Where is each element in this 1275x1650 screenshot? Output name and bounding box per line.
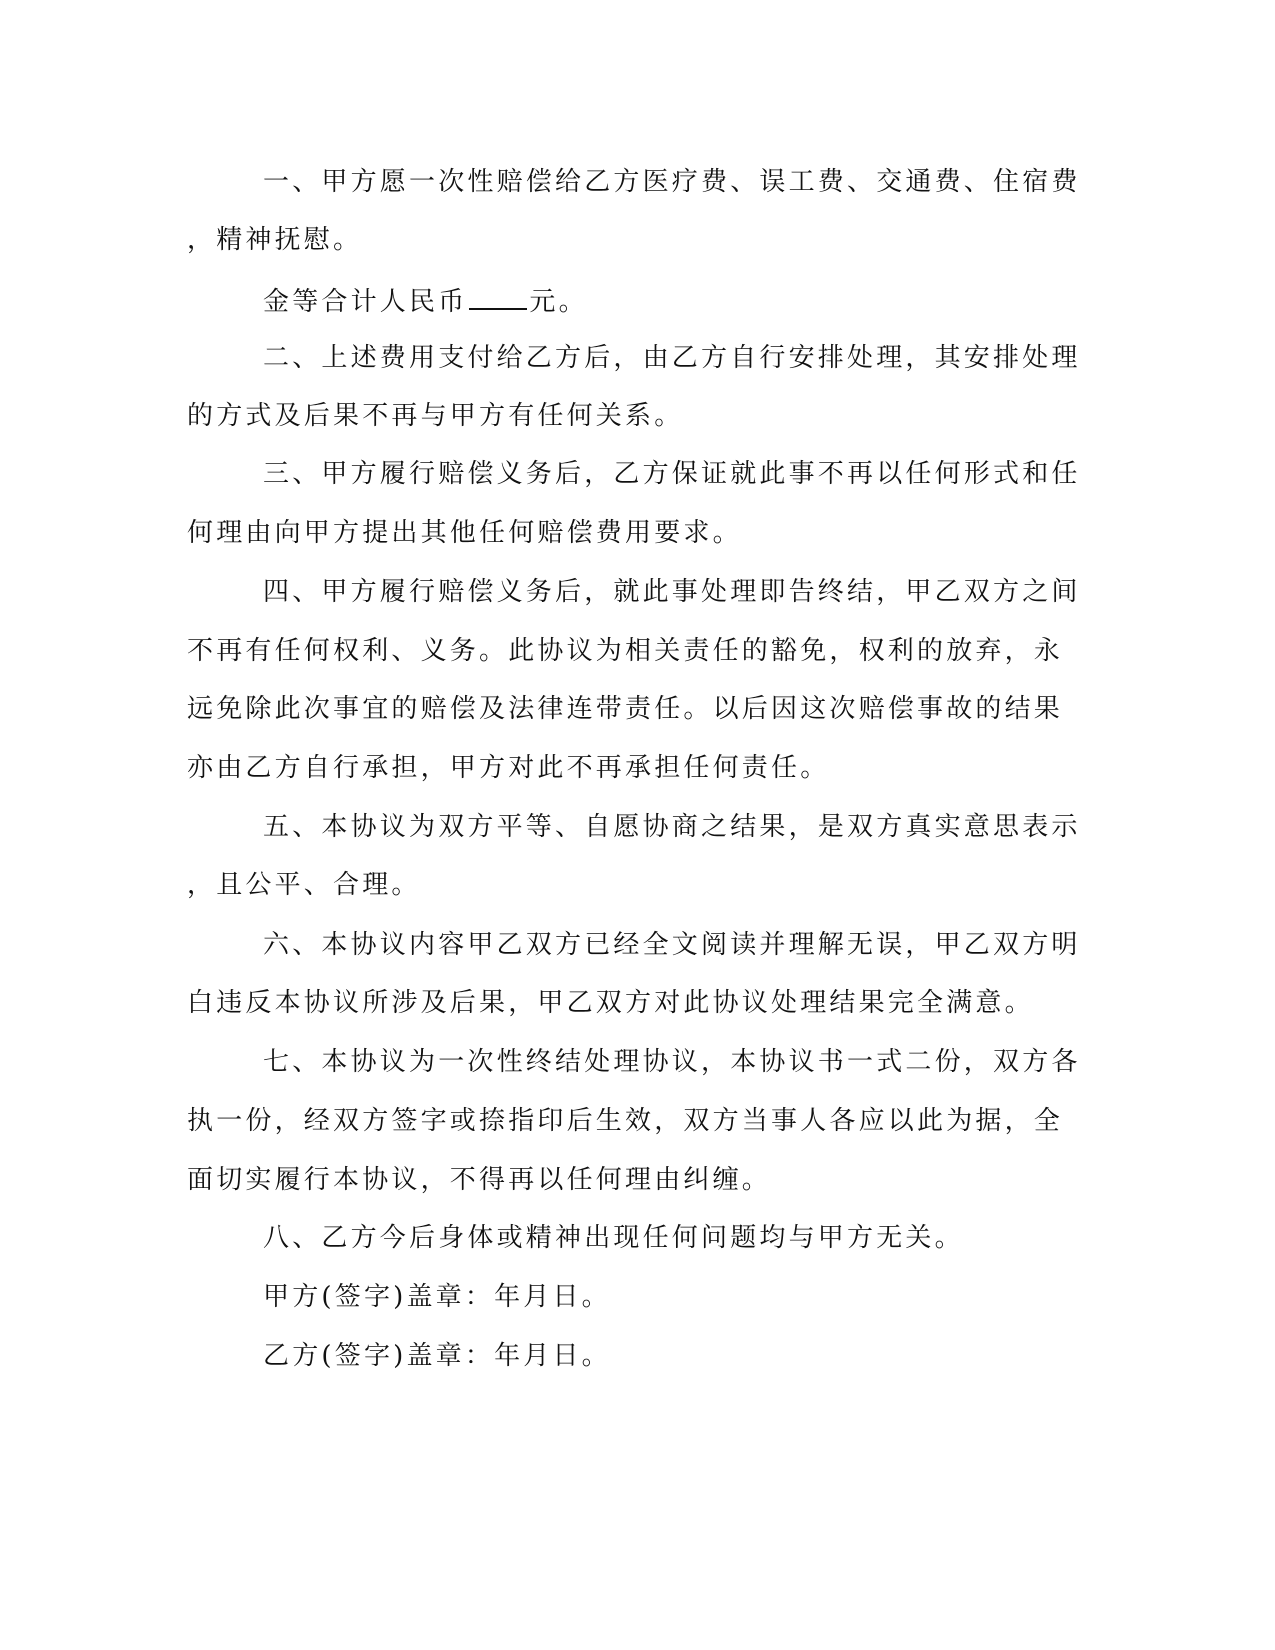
clause-6-line-1: 六、本协议内容甲乙双方已经全文阅读并理解无误，甲乙双方明 [263, 930, 1081, 960]
clause-1-line-2: ，精神抚慰。 [187, 225, 363, 255]
clause-4-line-1: 四、甲方履行赔偿义务后，就此事处理即告终结，甲乙双方之间 [263, 577, 1081, 607]
clause-4-line-4: 亦由乙方自行承担，甲方对此不再承担任何责任。 [187, 753, 830, 783]
party-b-signature-line: 乙方(签字)盖章：年月日。 [263, 1341, 611, 1371]
clause-4-line-2: 不再有任何权利、义务。此协议为相关责任的豁免，权利的放弃，永 [187, 636, 1064, 666]
amount-line-suffix: 元。 [529, 287, 588, 317]
clause-8: 八、乙方今后身体或精神出现任何问题均与甲方无关。 [263, 1223, 964, 1253]
clause-5-line-2: ，且公平、合理。 [187, 870, 421, 900]
clause-7-line-2: 执一份，经双方签字或捺指印后生效，双方当事人各应以此为据，全 [187, 1106, 1064, 1136]
clause-6-line-2: 白违反本协议所涉及后果，甲乙双方对此协议处理结果完全满意。 [187, 988, 1034, 1018]
clause-2-line-2: 的方式及后果不再与甲方有任何关系。 [187, 401, 684, 431]
clause-3-line-2: 何理由向甲方提出其他任何赔偿费用要求。 [187, 518, 742, 548]
amount-line-prefix: 金等合计人民币 [263, 287, 468, 317]
clause-1-line-1: 一、甲方愿一次性赔偿给乙方医疗费、误工费、交通费、住宿费 [263, 167, 1081, 197]
clause-7-line-3: 面切实履行本协议，不得再以任何理由纠缠。 [187, 1165, 772, 1195]
party-a-signature-line: 甲方(签字)盖章：年月日。 [263, 1282, 611, 1312]
clause-5-line-1: 五、本协议为双方平等、自愿协商之结果，是双方真实意思表示 [263, 812, 1081, 842]
clause-3-line-1: 三、甲方履行赔偿义务后，乙方保证就此事不再以任何形式和任 [263, 459, 1081, 489]
clause-7-line-1: 七、本协议为一次性终结处理协议，本协议书一式二份，双方各 [263, 1047, 1081, 1077]
clause-2-line-1: 二、上述费用支付给乙方后，由乙方自行安排处理，其安排处理 [263, 343, 1081, 373]
amount-blank [469, 284, 527, 310]
amount-line [263, 284, 588, 318]
clause-4-line-3: 远免除此次事宜的赔偿及法律连带责任。以后因这次赔偿事故的结果 [187, 694, 1064, 724]
